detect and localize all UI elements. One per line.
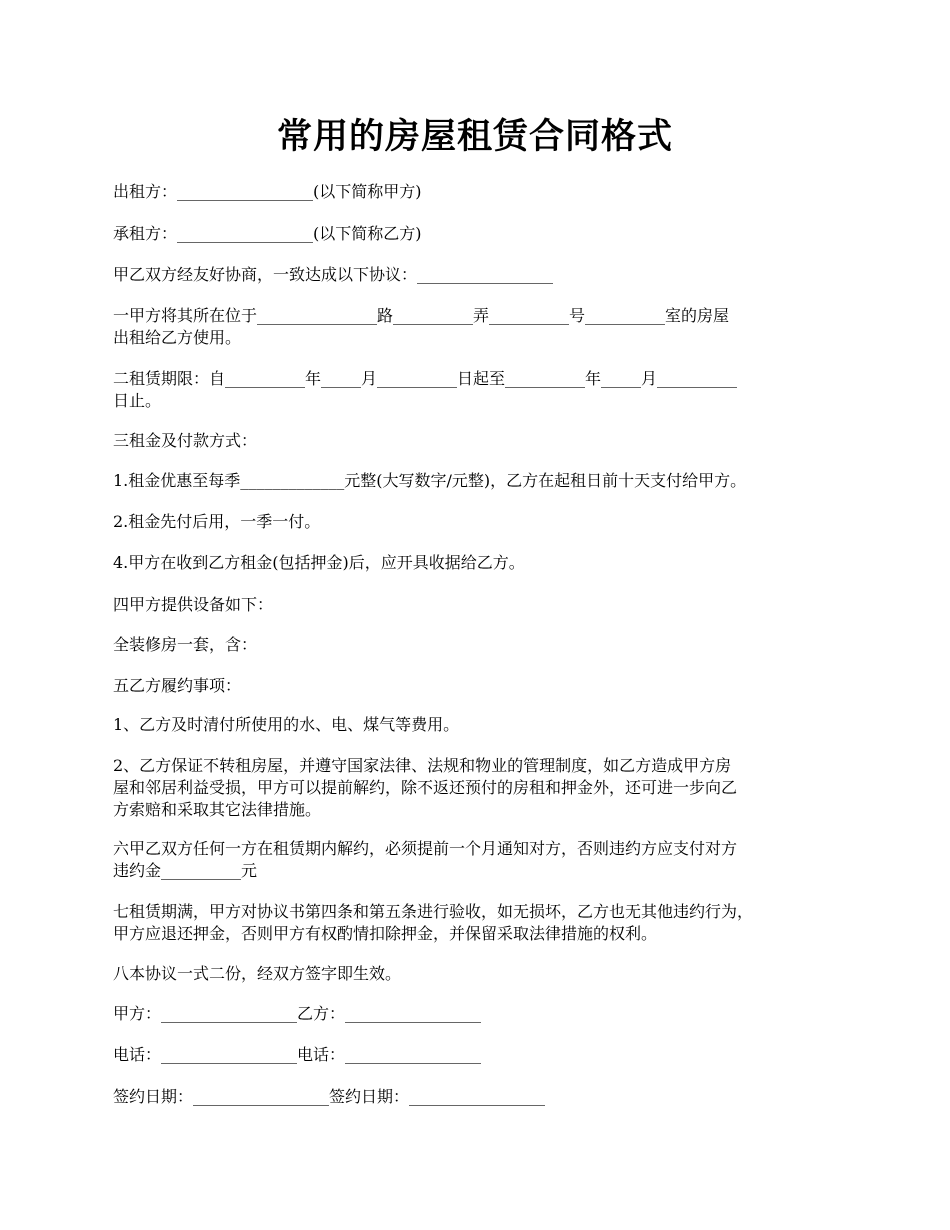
- signature-phone-line: 电话：_________________电话：_________________: [113, 1045, 482, 1064]
- lessor-line: 出租方：_________________(以下简称甲方): [113, 182, 422, 201]
- lessee-line: 承租方：_________________(以下简称乙方): [113, 224, 422, 243]
- clause-1-premises: 一甲方将其所在位于_______________路__________弄__________号__________室的房屋 出租给乙方使用。: [113, 306, 730, 347]
- clause-8-effect: 八本协议一式二份，经双方签字即生效。: [113, 964, 402, 983]
- clause-5-item-1: 1、乙方及时清付所使用的水、电、煤气等费用。: [113, 715, 460, 734]
- clause-3-item-2: 2.租金先付后用，一季一付。: [113, 512, 321, 531]
- clause-3-heading: 三租金及付款方式：: [113, 431, 258, 450]
- agreement-intro: 甲乙双方经友好协商，一致达成以下协议：_________________: [113, 265, 554, 284]
- clause-2-term: 二租赁期限：自__________年_____月__________日起至__________年_____月__________ 日止。: [113, 369, 738, 410]
- clause-4-item: 全装修房一套，含：: [113, 635, 258, 654]
- clause-5-item-2: 2、乙方保证不转租房屋，并遵守国家法律、法规和物业的管理制度，如乙方造成甲方房 屋和邻居利益受损，甲方可以提前解约，除不返还预付的房租和押金外，还可进一步向乙 方索赔和采取其它法律措施。: [113, 756, 738, 819]
- clause-7-expiry: 七租赁期满，甲方对协议书第四条和第五条进行验收，如无损坏，乙方也无其他违约行为， 甲方应退还押金，否则甲方有权酌情扣除押金，并保留采取法律措施的权利。: [113, 902, 754, 943]
- clause-4-heading: 四甲方提供设备如下：: [113, 595, 274, 614]
- clause-3-item-4: 4.甲方在收到乙方租金(包括押金)后，应开具收据给乙方。: [113, 553, 525, 572]
- clause-5-heading: 五乙方履约事项：: [113, 676, 242, 695]
- document-title: 常用的房屋租赁合同格式: [276, 116, 673, 157]
- signature-date-line: 签约日期：_________________签约日期：_________________: [113, 1087, 546, 1106]
- signature-parties-line: 甲方：_________________乙方：_________________: [113, 1004, 482, 1023]
- clause-6-termination: 六甲乙双方任何一方在租赁期内解约，必须提前一个月通知对方，否则违约方应支付对方 违约金__________元: [113, 839, 738, 880]
- clause-3-item-1: 1.租金优惠至每季_____________元整(大写数字/元整)，乙方在起租日前十天支付给甲方。: [113, 471, 747, 490]
